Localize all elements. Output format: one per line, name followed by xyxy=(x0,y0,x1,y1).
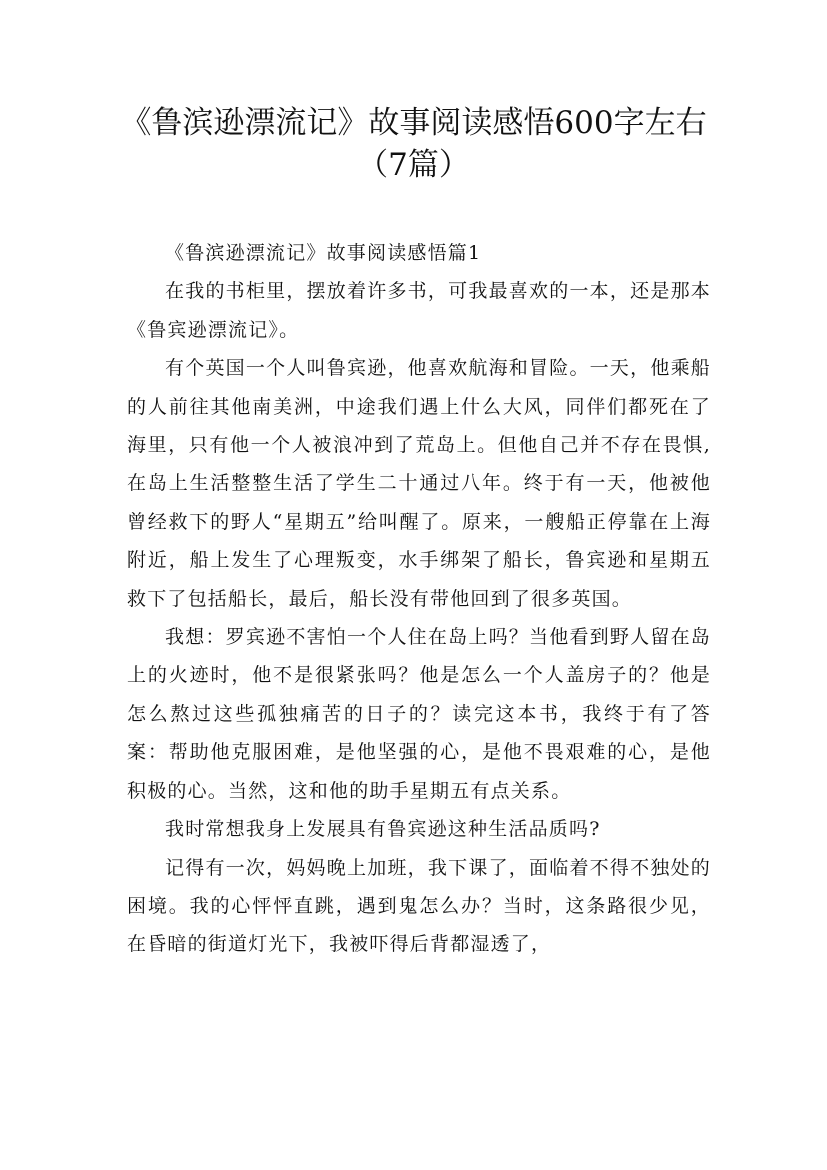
document-title: 《鲁滨逊漂流记》故事阅读感悟600字左右 xyxy=(120,105,707,141)
document-title-subtitle: （7篇） xyxy=(357,147,470,183)
paragraph: 记得有一次，妈妈晚上加班，我下课了，面临着不得不独处的困境。我的心怦怦直跳，遇到鬼怎么办？当时，这条路很少见，在昏暗的街道灯光下，我被吓得后背都湿透了， xyxy=(127,856,711,956)
paragraph: 有个英国一个人叫鲁宾逊，他喜欢航海和冒险。一天，他乘船的人前往其他南美洲，中途我们遇上什么大风，同伴们都死在了海里，只有他一个人被浪冲到了荒岛上。但他自己并不存在畏惧,在岛上生活整整生活了学生二十通过八年。终于有一天，他被他曾经救下的野人“星期五”给叫醒了。原来，一艘船正停靠在上海附近，船上发生了心理叛变，水手绑架了船长，鲁宾逊和星期五救下了包括船长，最后，船长没有带他回到了很多英国。 xyxy=(127,357,711,610)
section-heading: 《鲁滨逊漂流记》故事阅读感悟篇1 xyxy=(165,242,482,264)
paragraph: 在我的书柜里，摆放着许多书，可我最喜欢的一本，还是那本《鲁宾逊漂流记》。 xyxy=(127,280,711,341)
paragraph: 我时常想我身上发展具有鲁宾逊这种生活品质吗? xyxy=(165,818,601,841)
paragraph: 我想：罗宾逊不害怕一个人住在岛上吗？当他看到野人留在岛上的火迹时，他不是很紧张吗？他是怎么一个人盖房子的？他是怎么熬过这些孤独痛苦的日子的？读完这本书，我终于有了答案：帮助他克服困难，是他坚强的心，是他不畏艰难的心，是他积极的心。当然，这和他的助手星期五有点关系。 xyxy=(127,626,711,802)
document-body xyxy=(127,234,711,964)
